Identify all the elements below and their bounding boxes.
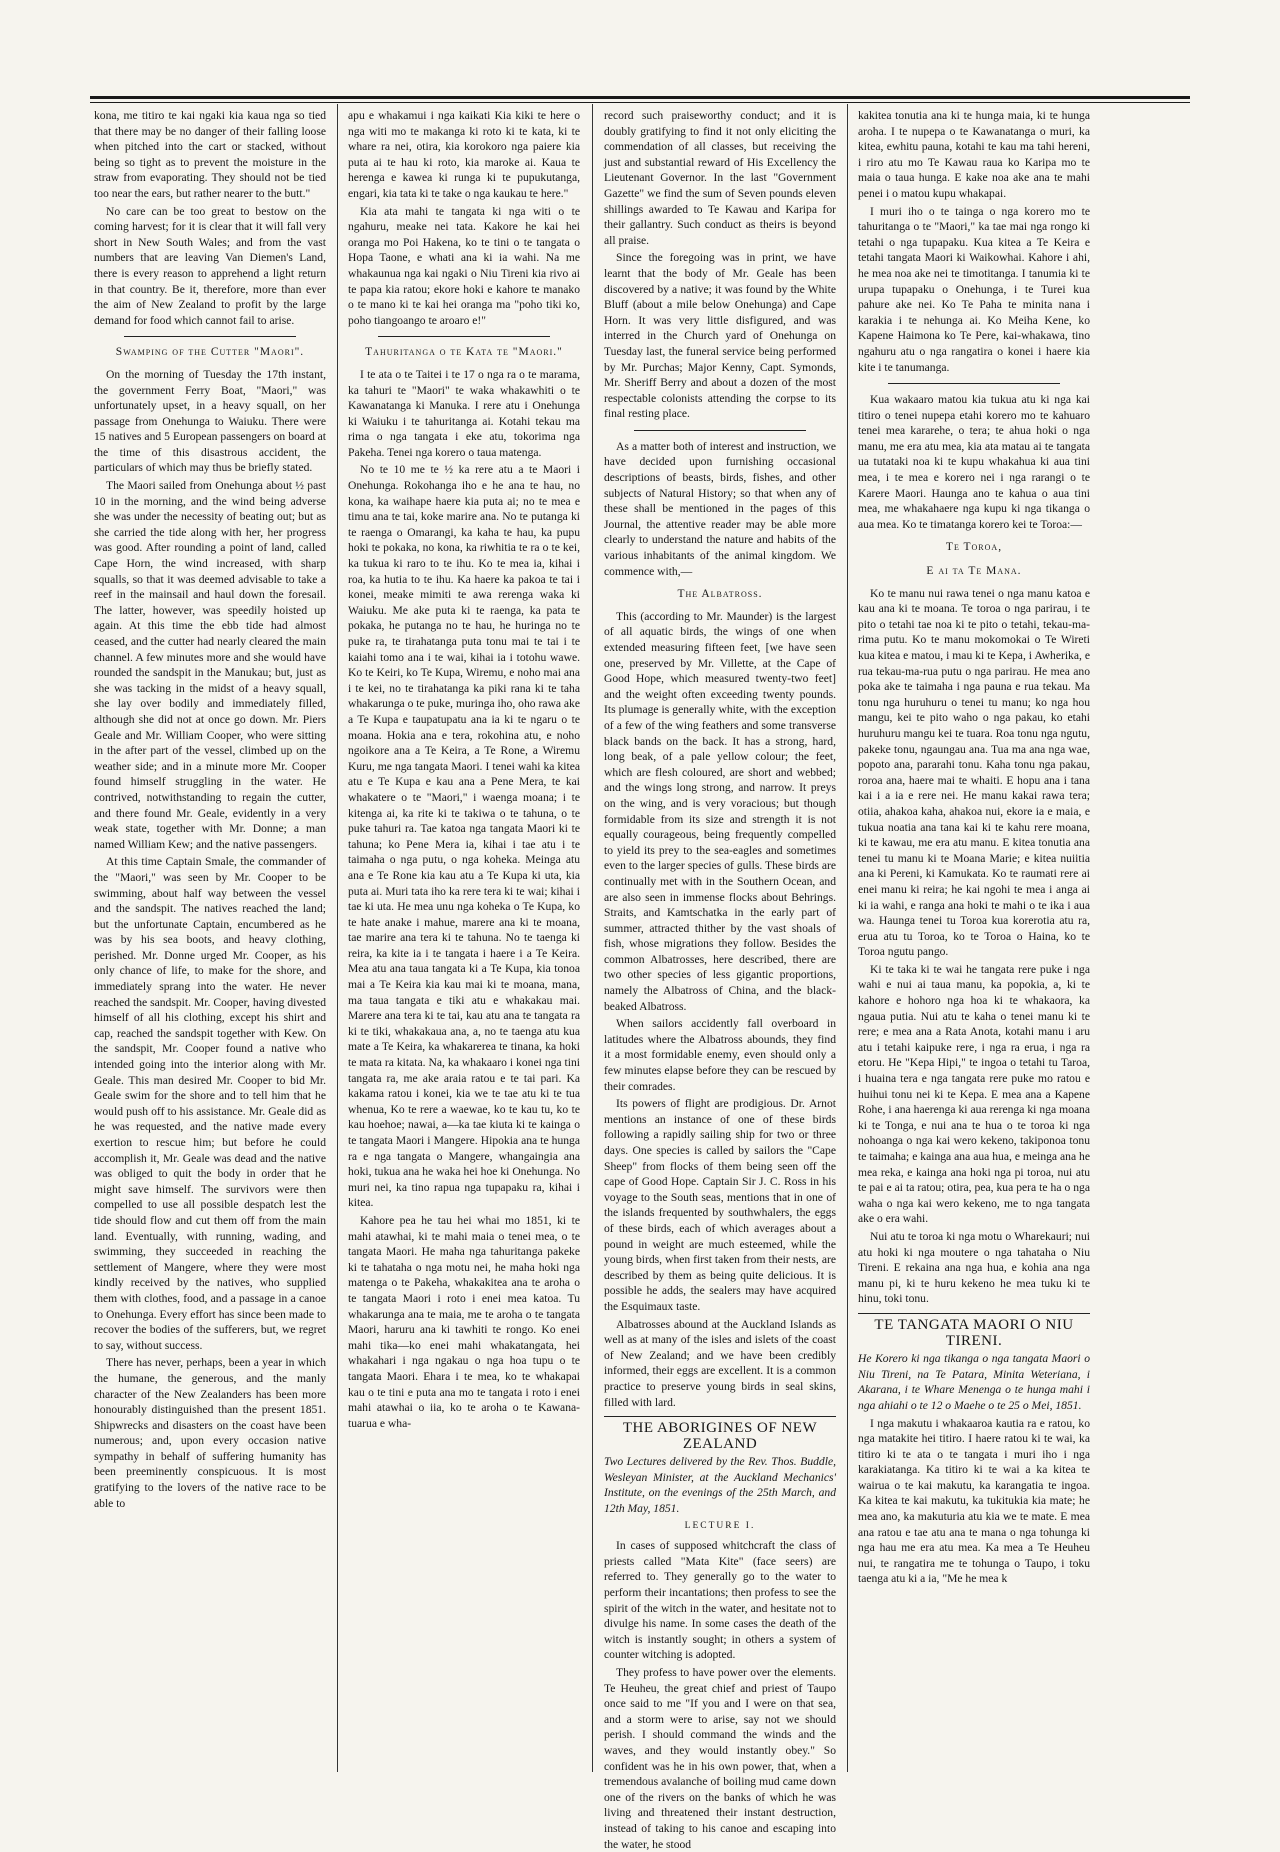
paragraph: At this time Captain Smale, the commander of the "Maori," was seen by Mr. Cooper to be swimming, about half way between the vessel and the sandspit. The natives reached the land; but the unfortunate Captain, encumbered as he was by his sea boots, and heavy clothing, perished. Mr. Donne urged Mr. Cooper, as his only chance of life, to make for the shore, and immediately sprang into the water. He never reached the sandspit. Mr. Cooper, having divested himself of all his clothing, except his shirt and cap, reached the sandspit together with Kew. On the sandspit, Mr. Cooper found a native who intended going into the interior along with Mr. Geale. This man desired Mr. Cooper to bid Mr. Geale swim for the shore and to tell him that he would push off to his assistance. Mr. Geale did as he was requested, and the native made every exertion to rescue him; but before he could accomplish it, Mr. Geale was dead and the native was obliged to quit the body in order that he might save himself. The survivors were then compelled to use all possible despatch lest the tide should flow and cut them off from the main land. Eventually, with running, wading, and swimming, they succeeded in reaching the settlement of Mangere, where they were most kindly received by the natives, who supplied them with clothes, food, and a passage in a canoe to Onehunga. Every effort has since been made to recover the bodies of the sufferers, but, we regret to say, without success. — [94, 855, 326, 1352]
top-rule — [90, 96, 1190, 99]
paragraph: On the morning of Tuesday the 17th instant, the government Ferry Boat, "Maori," was unfortunately upset, in a heavy squall, on her passage from Onehunga to Waiuku. There were 15 natives and 5 European passengers on board at the time of this disastrous accident, the particulars of which may thus be briefly stated. — [94, 367, 326, 475]
section-subheading: E ai ta Te Mana. — [926, 565, 1022, 578]
column-3 — [604, 108, 836, 1851]
column-divider — [592, 104, 593, 1772]
divider — [858, 1313, 1090, 1314]
paragraph: kakitea tonutia ana ki te hunga maia, ki te hunga aroha. I te nupepa o te Kawanatanga o muri, ka kitea, ewhitu pauna, kotahi te kau ma tahi hereni, i riro atu mo Te Kawau raua ko Karipa mo te maia o taua hunga. E kake noa ake ana te mahi penei i o matou kupu whakapai. — [858, 109, 1090, 200]
article-subtitle: He Korero ki nga tikanga o nga tangata Maori o Niu Tireni, na Te Patara, Minita Weteriana, i Akarana, i te Whare Menenga o te hunga mahi i nga ahiahi o te 12 o Maehe o te 25 o Mei, 1851. — [858, 1352, 1090, 1412]
paragraph: Kia ata mahi te tangata ki nga witi o te ngahuru, meake nei tata. Kakore he kai hei oranga mo Poi Hakena, ko te tini o te tangata o Hopa Taone, e whati ana ki ia wahi. Na me whakaunua nga kai ngaki o Niu Tireni kia rivo ai te papa kia ratou; ekore hoki e kahore te manako o te mano ki te kai hei oranga ma "poho tiki ko, poho tiangoango te aroaro e!" — [348, 204, 580, 327]
divider — [124, 336, 296, 337]
paragraph: kona, me titiro te kai ngaki kia kaua nga so tied that there may be no danger of their falling loose when pitched into the cart or stacked, without being so tight as to prevent the moisture in the straw from evaporating. They should not be tied too near the ears, but rather nearer to the butt." — [94, 109, 326, 200]
section-heading: Te Toroa, — [945, 541, 1003, 554]
article-title: TE TANGATA MAORI O NIU TIRENI. — [874, 1316, 1074, 1349]
lecture-label: LECTURE I. — [684, 1520, 756, 1531]
paragraph: apu e whakamui i nga kaikati Kia kiki te here o nga witi mo te makanga ki roto ki te kata, ki te whare ra nei, otira, kia korokoro nga paiere kia puta ai te hau ki roto, kia maroke ai. Kaua te herenga e kawea ki runga ki te pupukutanga, engari, kia tata ki te take o nga kaukau te here." — [348, 109, 580, 200]
paragraph: In cases of supposed whitchcraft the class of priests called "Mata Kite" (face seers) are referred to. They generally go to the water to perform their incantations; then profess to see the spirit of the witch in the water, and hesitate not to divulge his name. In some cases the death of the witch is instantly sought; in others a system of counter witching is adopted. — [604, 1539, 836, 1662]
top-rule-thin — [90, 102, 1190, 103]
paragraph: No care can be too great to bestow on the coming harvest; for it is clear that it will fall very short in New South Wales; and from the vast numbers that are leaving Van Diemen's Land, there is every reason to apprehend a light return in that country. Be it, therefore, more than ever the aim of New Zealand to profit by the large demand for food which cannot fail to arise. — [94, 204, 326, 327]
paragraph: Albatrosses abound at the Auckland Islands as well as at many of the isles and islets of the coast of New Zealand; and we have been credibly informed, their eggs are excellent. It is a common practice to preserve young birds in seal skins, filled with lard. — [604, 1317, 836, 1409]
paragraph: Nui atu te toroa ki nga motu o Wharekauri; nui atu hoki ki nga moutere o nga tahataha o Niu Tireni. E rekaina ana nga hua, e kohia ana nga manu pi, ki te huru kekeno he mea tuku ki te hinu, toki tonu. — [858, 1229, 1090, 1306]
section-heading: The Albatross. — [677, 588, 763, 601]
paragraph: Ko te manu nui rawa tenei o nga manu katoa e kau ana ki te moana. Te toroa o nga parirau, i te pito o tetahi tae noa ki te pito o tetahi, tekau-ma-rima putu. Ko te manu mokomokai o Te Wireti kua kitea e matou, i mau ki te Kepa, i Awherika, e rua tekau-ma-rua putu o nga parirau. He mea ano poka ake te taimaha i nga pauna e rua tekau. Ma tonu nga huruhuru o tenei tu manu; ko nga hou mangu, kei te pito waho o nga pakau, ko etahi huruhuru mangu kei te tuara. Roa tonu nga ngutu, pakeke tonu, ngaungau ana. Tua ma ana nga wae, popoto ana, pararahi tonu. Kaha tonu nga pakau, roroa ana, haere mai te whaiti. E hopu ana i tana kai i a ia e rere nei. He manu kakai rawa tera; otiia, ahakoa kaha, ahakoa nui, ekore ia e maia, e tukua noatia ana tana kai ki te kahu rere moana, ki te kawau, me era atu manu. E kitea tonutia ana tenei tu manu ki te Moana Marie; e kitea nuiitia ana ki Pereni, ki Kamukata. Ko te raumati rere ai enei manu ki reira; he kai ngohi te mea i anga ai ki ia wahi, e ranga ana hoki te mahi o te ika i aua wa. Haunga tenei tu Toroa kua korerotia atu ra, erua atu tu Toroa, ko te Toroa o Haina, ko te Toroa ngutu pango. — [858, 586, 1090, 959]
paragraph: No te 10 me te ½ ka rere atu a te Maori i Onehunga. Rokohanga iho e he ana te hau, no kona, ka waihape haere kia puta ai; no te mea e timu ana te tai, koke marire ana. No te putanga ki te raenga o Omarangi, ka kaha te hau, ka pupu hoki te pokaka, no kona, ka riwhitia te ra o te kei, ka tukua ki raro to te ihu. Ko te mea ia, kihai i roa, ka hutia to te ihu. Ka haere ka pakoa te tai i konei, meake mimiti te awa rerenga waka ki Waiuku. Me ake puta ki te raenga, ka pata te pokaka, he putanga no te hau, he huringa no te puke ra, te tirahatanga puta tonu mai te tai i te kaiahi tomo ana i te wai, kihai ia i totohu wawe. Ko te Keiri, ko Te Kupa, Wiremu, e noho mai ana i te kei, no te tirahatanga ka piki rana ki te taha whakarunga o te puke, muringa iho, oho rawa ake a Te Kupa e taupatupatu ana ia ki te ngaru o te moana. Hokia ana e tera, rokohina atu, e noho ngoikore ana a Te Keira, a Te Rone, a Wiremu Kuru, me nga tangata Maori. I tenei wahi ka kitea atu e Te Kupa e kau ana a Pene Mera, te kai whakatere o te "Maori," i waenga moana; i te kitenga ai, ka rite ki te takiwa o te tahuna, o te puke tahuri ra. Tae katoa nga tangata Maori ki te tahuna; ko Pene Mera ia, kihai i tae atu i te taimaha o nga putu, o nga koheka. Meinga atu ana e Te Rone kia kau atu a Te Kupa ki uta, kia puta ai. Muri tata iho ka rere tera ki te wai; kihai i tae ki uta. He mea unu nga koheka o Te Kupa, ko te hate anake i mahue, marere ana ki te moana, tae marire ana tera ki te tahuna. No te taenga ki reira, ka kite ia i te tangata i haere i a Te Keira. Mea atu ana taua tangata ki a Te Kupa, kia tonoa mai a Te Keira kia kau mai ki te moana, mana, ma taua tangata e tiki atu e whakakau mai. Marere ana tera ki te tai, kau atu ana te tangata ra ki te tiki, whakakaua ana, a, no te taenga atu kua mate a Te Keira, ka whakarerea te tinana, ka hoki te mata ra kitata. Na, ka whakaaro i konei nga tini tangata ra, me ake araia ratou e te tai pari. Ka kakama ratou i konei, kia we te tae atu ki te tua whenua, Ko te rere a waewae, ko te kau tu, ko te kau hoehoe; nawai, a—ka tae kiuta ki te kainga o te tangata Maori i Mangere. Hipokia ana te hunga ra e nga tangata o Mangere, whangaingia ana hoki, tukua ana he waka hei hoe ki Onehunga. No muri nei, ka tino rapua nga tupapaku ra, kihai i kitea. — [348, 463, 580, 1210]
paragraph: When sailors accidently fall overboard in latitudes where the Albatross abounds, they find it a most formidable enemy, even should only a few minutes elapse before they can be rescued by their comrades. — [604, 1017, 836, 1093]
divider — [378, 336, 550, 337]
paragraph: Since the foregoing was in print, we have learnt that the body of Mr. Geale has been discovered by a native; it was found by the White Bluff (about a mile below Onehunga) and Cape Horn. It was very little disfigured, and was interred in the Church yard of Onehunga on Tuesday last, the funeral service being performed by Mr. Purchas; Major Kenny, Capt. Symonds, Mr. Sheriff Berry and about a dozen of the most respectable colonists attending the corpse to its final resting place. — [604, 251, 836, 421]
paragraph: They profess to have power over the elements. Te Heuheu, the great chief and priest of Taupo once said to me "If you and I were on that sea, and a storm were to arise, say not we should perish. I should command the winds and the waves, and they would instantly obey." So confident was he in his own power, that, when a tremendous avalanche of boiling mud came down one of the rivers on the banks of which he was living and threatened their instant destruction, instead of taking to his canoe and escaping into the water, he stood — [604, 1666, 836, 1851]
paragraph: Ki te taka ki te wai he tangata rere puke i nga wahi e nui ai taua manu, ka popokia, a, ki te kahore e hohoro nga hoa ki te whakaora, ka ngaua putia. Nui atu te kaha o tenei manu ki te rere; e mea ana a Rata Anota, kotahi manu i aru atu i tetahi kaipuke rere, i nga ra erua, i nga ra etoru. He "Kepa Hipi," te ingoa o tetahi tu Taroa, i huaina tera e nga tangata rere puke mo ratou e huihui tonu nei ki te Kepa. E mea ana a Kapene Rohe, i ana haerenga ki aua rerenga ki nga moana ki te Tonga, e nui ana te hua o te toroa ki nga nohoanga o nga kai wero kekeno, takiponoa tonu te taimaha; e kainga ana aua hua, e meinga ana he mea reka, e kainga ana hoki nga pi toroa, nui atu te pai e ai ta ratou; otira, pea, kua pera te ha o nga waha o nga kai wero kekeno, me to nga tangata ake o era wahi. — [858, 962, 1090, 1226]
paragraph: There has never, perhaps, been a year in which the humane, the generous, and the manly character of the New Zealanders has been more honourably distinguished than the present 1851. Shipwrecks and disasters on the coast have been numerous; and, upon every occasion native sympathy in behalf of suffering humanity has been preeminently conspicuous. It is most gratifying to the lovers of the native race to be able to — [94, 1356, 326, 1510]
paragraph: Kahore pea he tau hei whai mo 1851, ki te mahi atawhai, ki te mahi maia o tenei mea, o te tangata Maori. He maha nga tahuritanga pakeke ki te tahataha o nga motu nei, he maha hoki nga matenga o te Pakeha, whakakitea ana te aroha o te tangata Maori i roto i enei mea katoa. Tu whakarunga ana te maia, me te aroha o te tangata Maori, haruru ana ki tawhiti te rongo. Ko enei mahi tika—ko enei mahi whakatangata, hei whakahari i nga ngakau o nga hoa tupu o te tangata Maori. Ehara i te mea, ko te whakapai kau o te tini e puta ana mo te tangata i roto i enei mahi atawhai o iia, ko te aroha o te Kawana-tuarua e wha- — [348, 1213, 580, 1430]
paragraph: Its powers of flight are prodigious. Dr. Arnot mentions an instance of one of these birds following a rapidly sailing ship for two or three days. One species is called by sailors the "Cape Sheep" from flocks of them being seen off the cape of Good Hope. Captain Sir J. C. Ross in his voyage to the South seas, mentions that in one of the islands frequented by southwhalers, the eggs of these birds, each of which averages about a pound in weight are much esteemed, while the young birds, when first taken from their nests, are described by them as being quite delicious. It is possible he adds, the sealers may have acquired the Esquimaux taste. — [604, 1097, 836, 1313]
paragraph: I nga makutu i whakaaroa kautia ra e ratou, ko nga matakite hei titiro. I haere ratou ki te wai, ka titiro ki te ata o te tangata i muri iho i nga karakiatanga. Ka titiro ki te wai a ka kitea te wairua o te kai makutu, ka karangatia te ingoa. Ka kitea te kai makutu, ka tukitukia kia mate; he mea ano, ka makuturia atu kia we te mate. E mea ana ratou e tae atu ana te mana o nga tohunga ki nga hau me era atu mea. Ka mea a Te Heuheu nui, te rangatira me te tohunga o Taupo, i toku taenga atu ki a ia, "Me he mea k — [858, 1416, 1090, 1586]
article-subtitle: Two Lectures delivered by the Rev. Thos. Buddle, Wesleyan Minister, at the Auckland Mechanics' Institute, on the evenings of the 25th March, and 12th May, 1851. — [604, 1455, 836, 1516]
column-1 — [94, 108, 326, 1768]
section-heading: Tahuritanga o te Kata te "Maori." — [365, 346, 563, 359]
section-heading: Swamping of the Cutter "Maori". — [115, 346, 305, 359]
paragraph: As a matter both of interest and instruction, we have decided upon furnishing occasional descriptions of beasts, birds, fishes, and other subjects of Natural History; so that when any of these shall be mentioned in the pages of this Journal, the attentive reader may be able more clearly to understand the nature and habits of the various inhabitants of the animal kingdom. We commence with,— — [604, 439, 836, 578]
article-title: THE ABORIGINES OF NEW ZEALAND — [622, 1420, 818, 1452]
paragraph: I muri iho o te tainga o nga korero mo te tahuritanga o te "Maori," ka tae mai nga rongo ki tetahi o nga tupapaku. Kua kitea a Te Keira e tetahi tangata Maori ki Waikowhai. Kahore i ahi, he mea noa ake nei te timotitanga. I tanumia ki te urupa tupapaku o Onehunga, i te Turei kua pahure ake nei. Ko Te Paha te minita nana i karakia i te nehunga ai. Ko Meiha Kene, ko Kapene Haimona ko Te Pere, kai-whakawa, tino ngahuru atu o nga rangatira o konei i haere kia kite i te tanumanga. — [858, 204, 1090, 374]
paragraph: I te ata o te Taitei i te 17 o nga ra o te marama, ka tahuri te "Maori" te waka whakawhiti o te Kawanatanga ki Manuka. I rere atu i Onehunga ki Waiuku i te tahuritanga ai. Kotahi tekau ma rima o nga tangata i eke atu, tokorima nga Pakeha. Tenei nga korero o taua matenga. — [348, 367, 580, 459]
column-2 — [348, 108, 580, 1768]
divider — [888, 383, 1060, 384]
paragraph: This (according to Mr. Maunder) is the largest of all aquatic birds, the wings of one when extended measuring fifteen feet, [we have seen one, preserved by Mr. Villette, at the Cape of Good Hope, which measured twenty-two feet] and the weight often exceeding twenty pounds. Its plumage is generally white, with the exception of a few of the wing feathers and some transverse black bands on the back. It has a strong, hard, long beak, of a pale yellow colour; the feet, which are flesh coloured, are short and webbed; and the wings long strong, and narrow. It preys on the wing, and is very voracious; but though formidable from its size and strength it is not equally courageous, being frequently compelled to yield its prey to the sea-eagles and sometimes even to the larger species of gulls. These birds are continually met with in the Southern Ocean, and are also seen in immense flocks about Behrings. Straits, and Kamtschatka in the early part of summer, attracted thither by the vast shoals of fish, whose migrations they follow. Besides the common Albatrosses, here described, there are two other species of less gigantic proportions, namely the Albatross of China, and the black-beaked Albatross. — [604, 609, 836, 1013]
column-divider — [847, 104, 848, 1772]
column-4 — [858, 108, 1090, 1768]
paragraph: Kua wakaaro matou kia tukua atu ki nga kai titiro o tenei nupepa etahi korero mo te kahuaro tenei mea kararehe, o tera; te ahua hoki o nga manu, me era atu mea, kia ata matau ai te tangata ua tutataki noa ki te kupu whakahua ki aua tini mea, i te mea e korero nei i nga rarangi o te Karere Maori. Haunga ano te kahua o aua tini mea, me whakahaere nga kupu ki nga tikanga o aua mea. Ko te timatanga korero kei te Toroa:— — [858, 393, 1090, 531]
paragraph: The Maori sailed from Onehunga about ½ past 10 in the morning, and the wind being adverse she was under the necessity of beating out; but as she carried the tide along with her, her progress was good. After rounding a point of land, called Cape Horn, the wind increased, with sharp squalls, so that it was deemed advisable to take a reef in the mainsail and haul down the foresail. The latter, however, was speedily hoisted up again. At this time the ebb tide had almost ceased, and the cutter had nearly cleared the main channel. A few minutes more and she would have rounded the sandspit in the Manukau; but, just as she was tacking in the midst of a heavy squall, she lay over bodily and immediately filled, although she did not at once go down. Mr. Piers Geale and Mr. William Cooper, who were sitting in the after part of the vessel, climbed up on the weather side; and in a minute more Mr. Cooper found himself struggling in the water. He contrived, notwithstanding to regain the cutter, and there found Mr. Geale, evidently in a very weak state, together with Mr. Donne; a man named William Kew; and the native passengers. — [94, 479, 326, 851]
column-divider — [337, 104, 338, 1772]
paragraph: record such praiseworthy conduct; and it is doubly gratifying to find it not only eliciting the commendation of all classes, but receiving the just and substantial reward of His Excellency the Lieutenant Governor. In the last "Government Gazette" we find the sum of Seven pounds eleven shillings awarded to Te Kawau and Karipa for their gallantry. Such conduct as theirs is beyond all praise. — [604, 109, 836, 247]
divider — [634, 430, 806, 431]
divider — [604, 1416, 836, 1417]
